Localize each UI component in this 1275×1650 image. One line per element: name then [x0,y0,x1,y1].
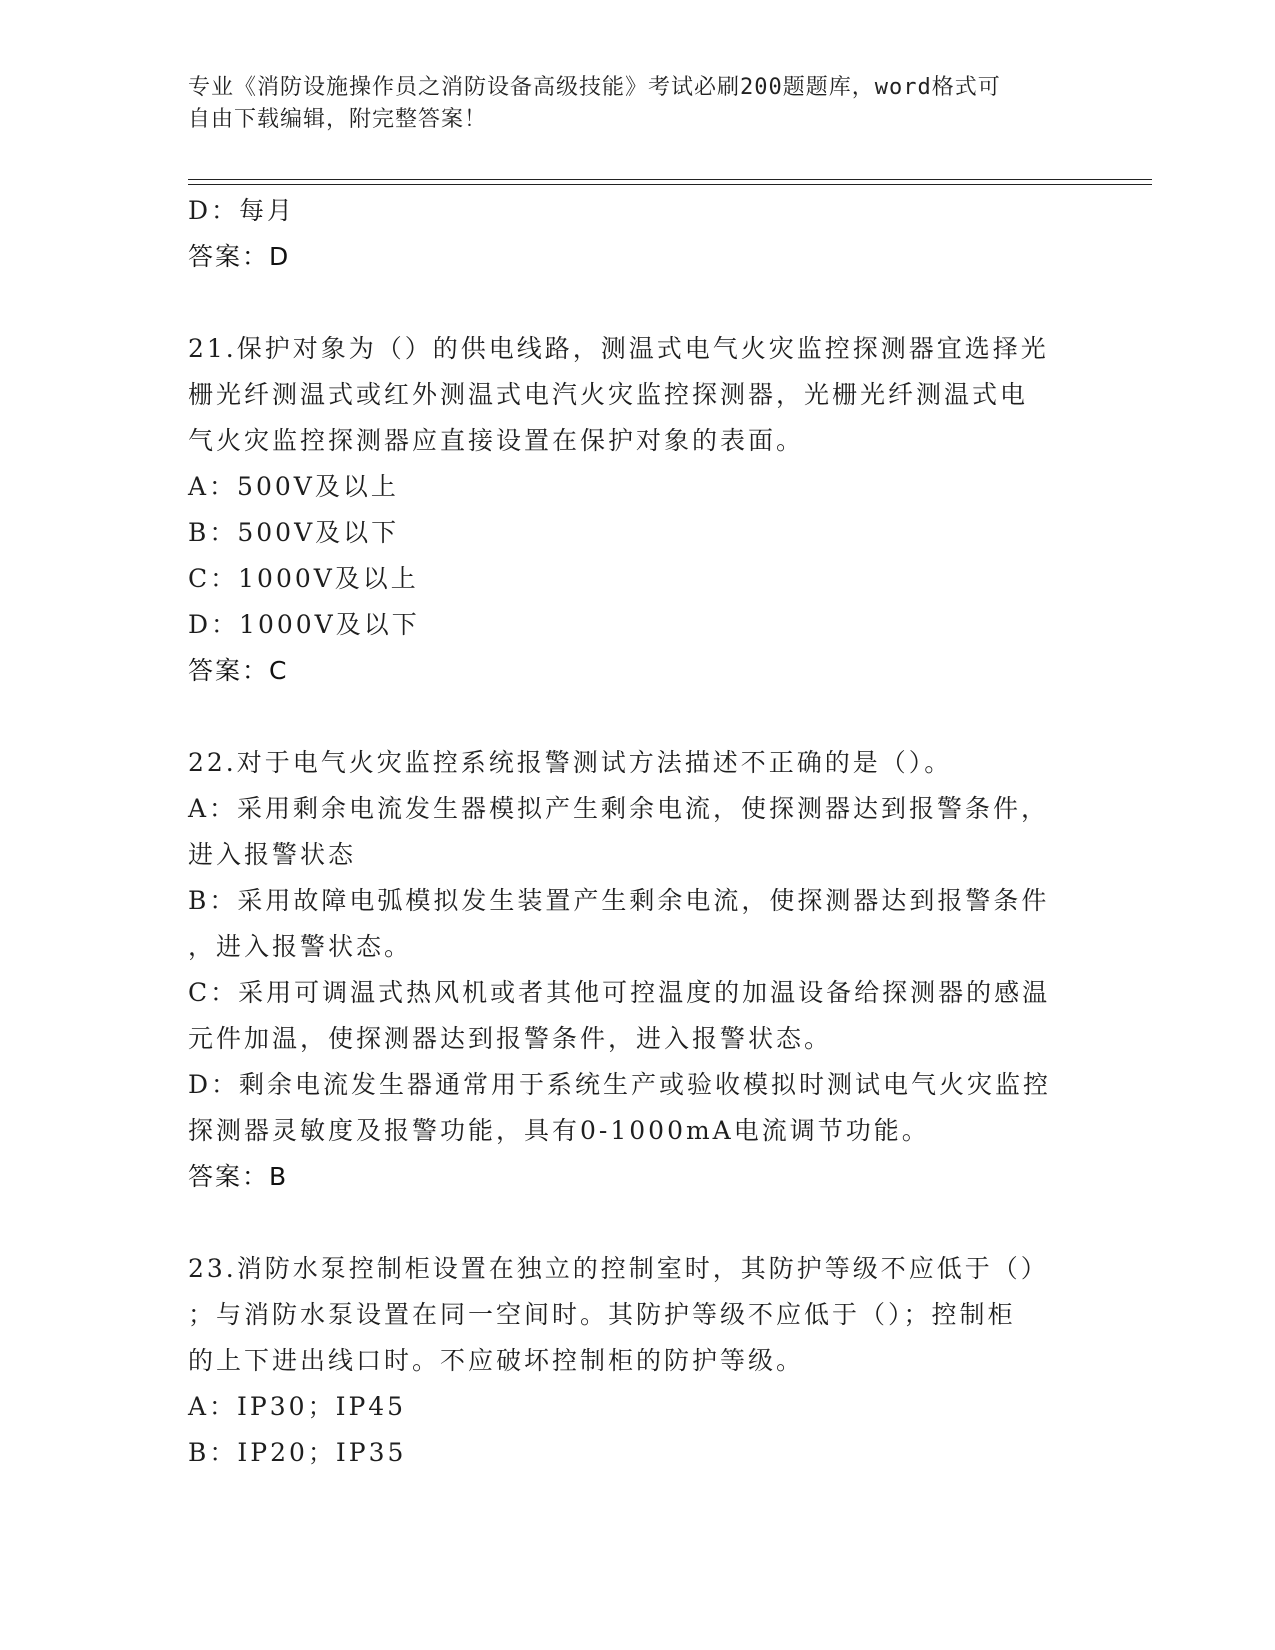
spacer [188,280,1068,326]
question-stem-line: 气火灾监控探测器应直接设置在保护对象的表面。 [188,426,805,455]
answer-line: 答案：D [188,242,291,271]
option-b: B：IP20；IP35 [188,1438,407,1467]
option-c-continued: 元件加温，使探测器达到报警条件，进入报警状态。 [188,1024,833,1053]
question-stem-line: 23.消防水泵控制柜设置在独立的控制室时，其防护等级不应低于（） [188,1254,1049,1283]
option-d: D：剩余电流发生器通常用于系统生产或验收模拟时测试电气火灾监控 [188,1070,1052,1099]
option-a: A：IP30；IP45 [188,1392,407,1421]
answer-line: 答案：C [188,656,289,685]
header-line-2: 自由下载编辑，附完整答案！ [188,107,488,132]
question-22 [188,740,1068,1200]
option-a-continued: 进入报警状态 [188,840,357,869]
option-b-continued: ，进入报警状态。 [188,932,413,961]
question-stem-line: 22.对于电气火灾监控系统报警测试方法描述不正确的是（）。 [188,748,953,777]
option-d: D：1000V及以下 [188,610,420,639]
option-a: A：采用剩余电流发生器模拟产生剩余电流，使探测器达到报警条件， [188,794,1050,823]
option-b: B：500V及以下 [188,518,400,547]
question-stem-line: 的上下进出线口时。不应破坏控制柜的防护等级。 [188,1346,805,1375]
question-stem-line: 21.保护对象为（）的供电线路，测温式电气火灾监控探测器宜选择光 [188,334,1049,363]
question-21 [188,326,1068,694]
spacer [188,1200,1068,1246]
question-stem-line: 栅光纤测温式或红外测温式电汽火灾监控探测器，光栅光纤测温式电 [188,380,1029,409]
header-divider-top [188,179,1152,180]
spacer [188,694,1068,740]
header-divider-bottom [188,184,1152,185]
option-d-continued: 探测器灵敏度及报警功能，具有0-1000mA电流调节功能。 [188,1116,930,1145]
question-23 [188,1246,1068,1476]
document-header [188,72,1068,136]
question-stem-line: ；与消防水泵设置在同一空间时。其防护等级不应低于（）；控制柜 [188,1300,1016,1329]
option-a: A：500V及以上 [188,472,399,501]
question-content [188,188,1068,1476]
answer-line: 答案：B [188,1162,289,1191]
option-d: D：每月 [188,196,296,225]
option-c: C：1000V及以上 [188,564,419,593]
option-c: C：采用可调温式热风机或者其他可控温度的加温设备给探测器的感温 [188,978,1051,1007]
option-b: B：采用故障电弧模拟发生装置产生剩余电流，使探测器达到报警条件 [188,886,1050,915]
header-line-1: 专业《消防设施操作员之消防设备高级技能》考试必刷200题题库，word格式可 [188,75,1001,100]
question-20-tail [188,188,1068,280]
